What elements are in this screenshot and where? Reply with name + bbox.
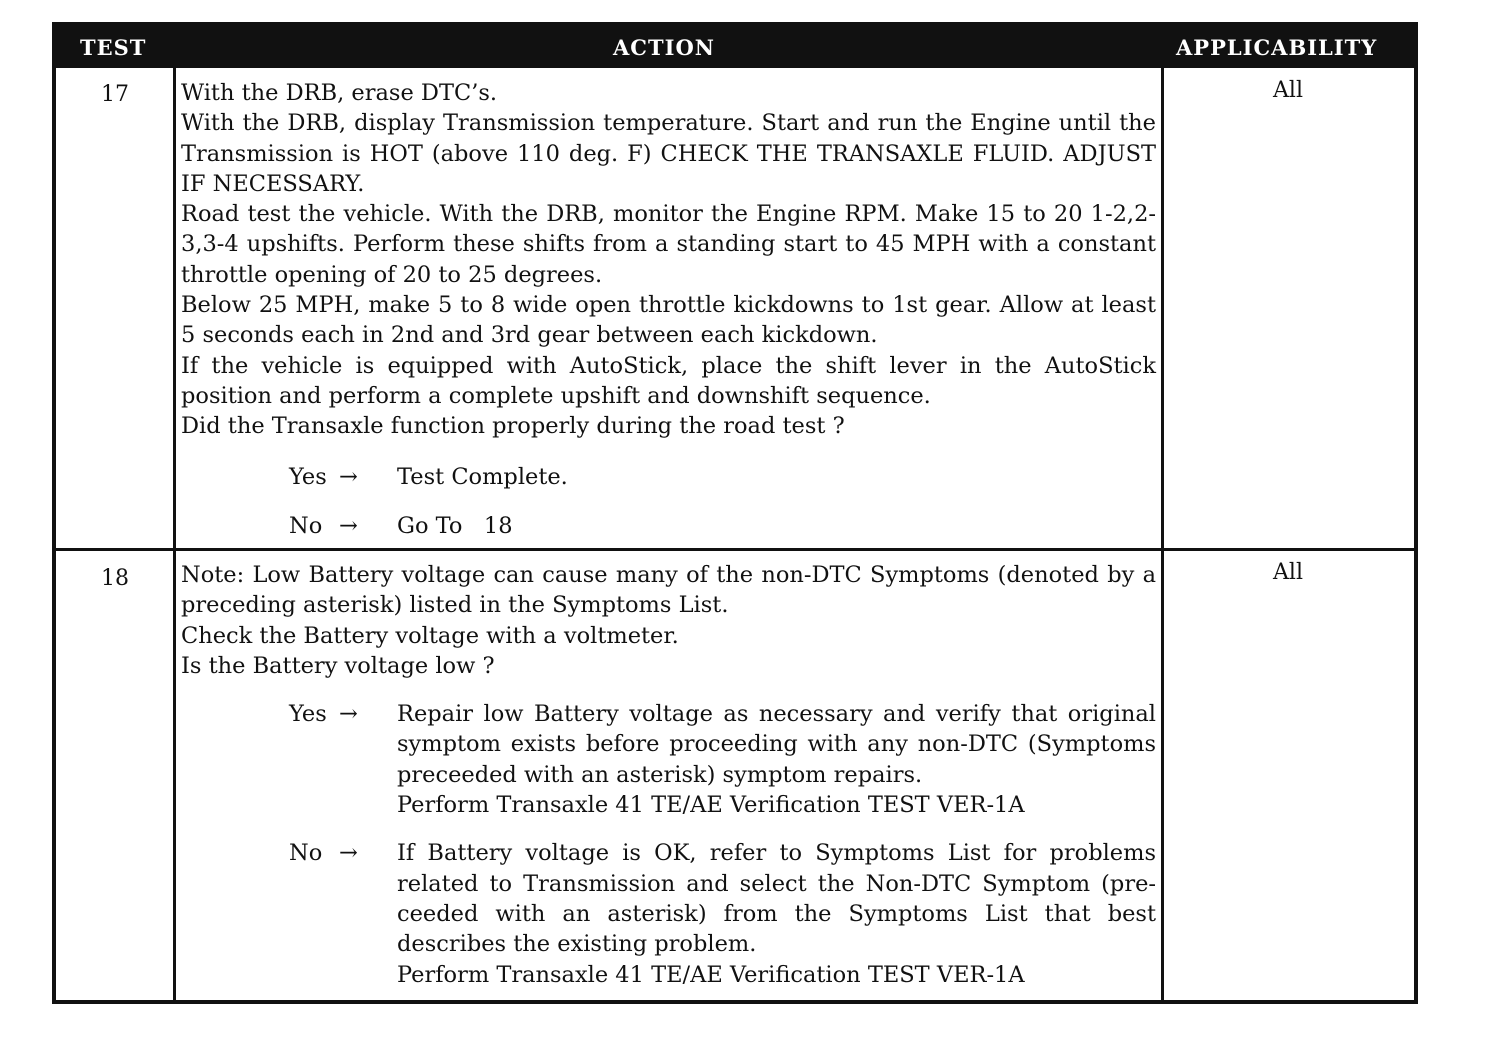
header-action: ACTION (613, 35, 715, 60)
arrow-icon: → (339, 512, 358, 539)
column-divider (173, 68, 176, 1000)
table-header (56, 26, 1414, 68)
no-response (289, 511, 1156, 541)
applicability-value: All (1273, 560, 1303, 585)
diagnostic-test-table (52, 22, 1418, 1004)
test-number: 18 (101, 566, 129, 591)
yes-response (289, 462, 1156, 492)
applicability-value: All (1273, 78, 1303, 103)
action-step: With the DRB, erase DTC’s. (181, 80, 498, 106)
arrow-icon: → (339, 701, 358, 728)
action-step: Road test the vehicle. With the DRB, monitor the Engine RPM. Make 15 to 20 1-2,2-3,3-4 upshifts. Perform these shifts from a standing start to 45 MPH with a constant throttle opening of 20 to 25 degrees. (181, 201, 1156, 288)
no-result (397, 838, 1156, 989)
yes-result-reference: Perform Transaxle 41 TE/AE Verification TEST VER-1A (397, 792, 1025, 819)
yes-response (289, 699, 1156, 820)
no-result-reference: Perform Transaxle 41 TE/AE Verification TEST VER-1A (397, 961, 1025, 988)
test-number: 17 (101, 82, 129, 107)
yes-label: Yes (289, 463, 327, 490)
column-divider (1161, 68, 1164, 1000)
action-step: With the DRB, display Transmission temperature. Start and run the Engine until the Transmission is HOT (above 110 deg. F) CHECK THE TRANSAXLE FLUID. ADJUST IF NECESSARY. (181, 110, 1156, 197)
action-step: Check the Battery voltage with a voltmeter. (181, 622, 679, 649)
header-test: TEST (80, 35, 147, 60)
arrow-icon: → (339, 840, 358, 867)
action-step: Did the Transaxle function properly during the road test ? (181, 413, 845, 440)
no-result-text: If Battery voltage is OK, refer to Symptoms List for problems related to Transmission and select the Non-DTC Symptom (pre-ceeded with an asterisk) from the Symptoms List that best describes the existing problem. (397, 840, 1156, 958)
yes-result (397, 699, 1156, 820)
action-step: If the vehicle is equipped with AutoStick, place the shift lever in the AutoStick position and perform a complete upshift and downshift sequence. (181, 352, 1156, 409)
action-step: Is the Battery voltage low ? (181, 652, 495, 679)
yes-result-text: Repair low Battery voltage as necessary and verify that original symptom exists before proceeding with any non-DTC (Symptoms preceeded with an asterisk) symptom repairs. (397, 701, 1156, 788)
yes-result: Test Complete. (397, 463, 568, 490)
arrow-icon: → (339, 463, 358, 490)
action-step: Below 25 MPH, make 5 to 8 wide open throttle kickdowns to 1st gear. Allow at least 5 seconds each in 2nd and 3rd gear between each kickdown. (181, 292, 1156, 349)
yes-label: Yes (289, 701, 327, 728)
no-result: Go To 18 (397, 512, 513, 539)
no-response (289, 838, 1156, 989)
no-label: No (289, 512, 323, 539)
action-step: Note: Low Battery voltage can cause many of the non-DTC Symptoms (denoted by a preceding asterisk) listed in the Symptoms List. (181, 562, 1156, 619)
row-divider (56, 548, 1414, 551)
action-text (181, 560, 1156, 990)
header-applicability: APPLICABILITY (1176, 35, 1378, 60)
no-label: No (289, 840, 323, 867)
action-text (181, 78, 1156, 541)
